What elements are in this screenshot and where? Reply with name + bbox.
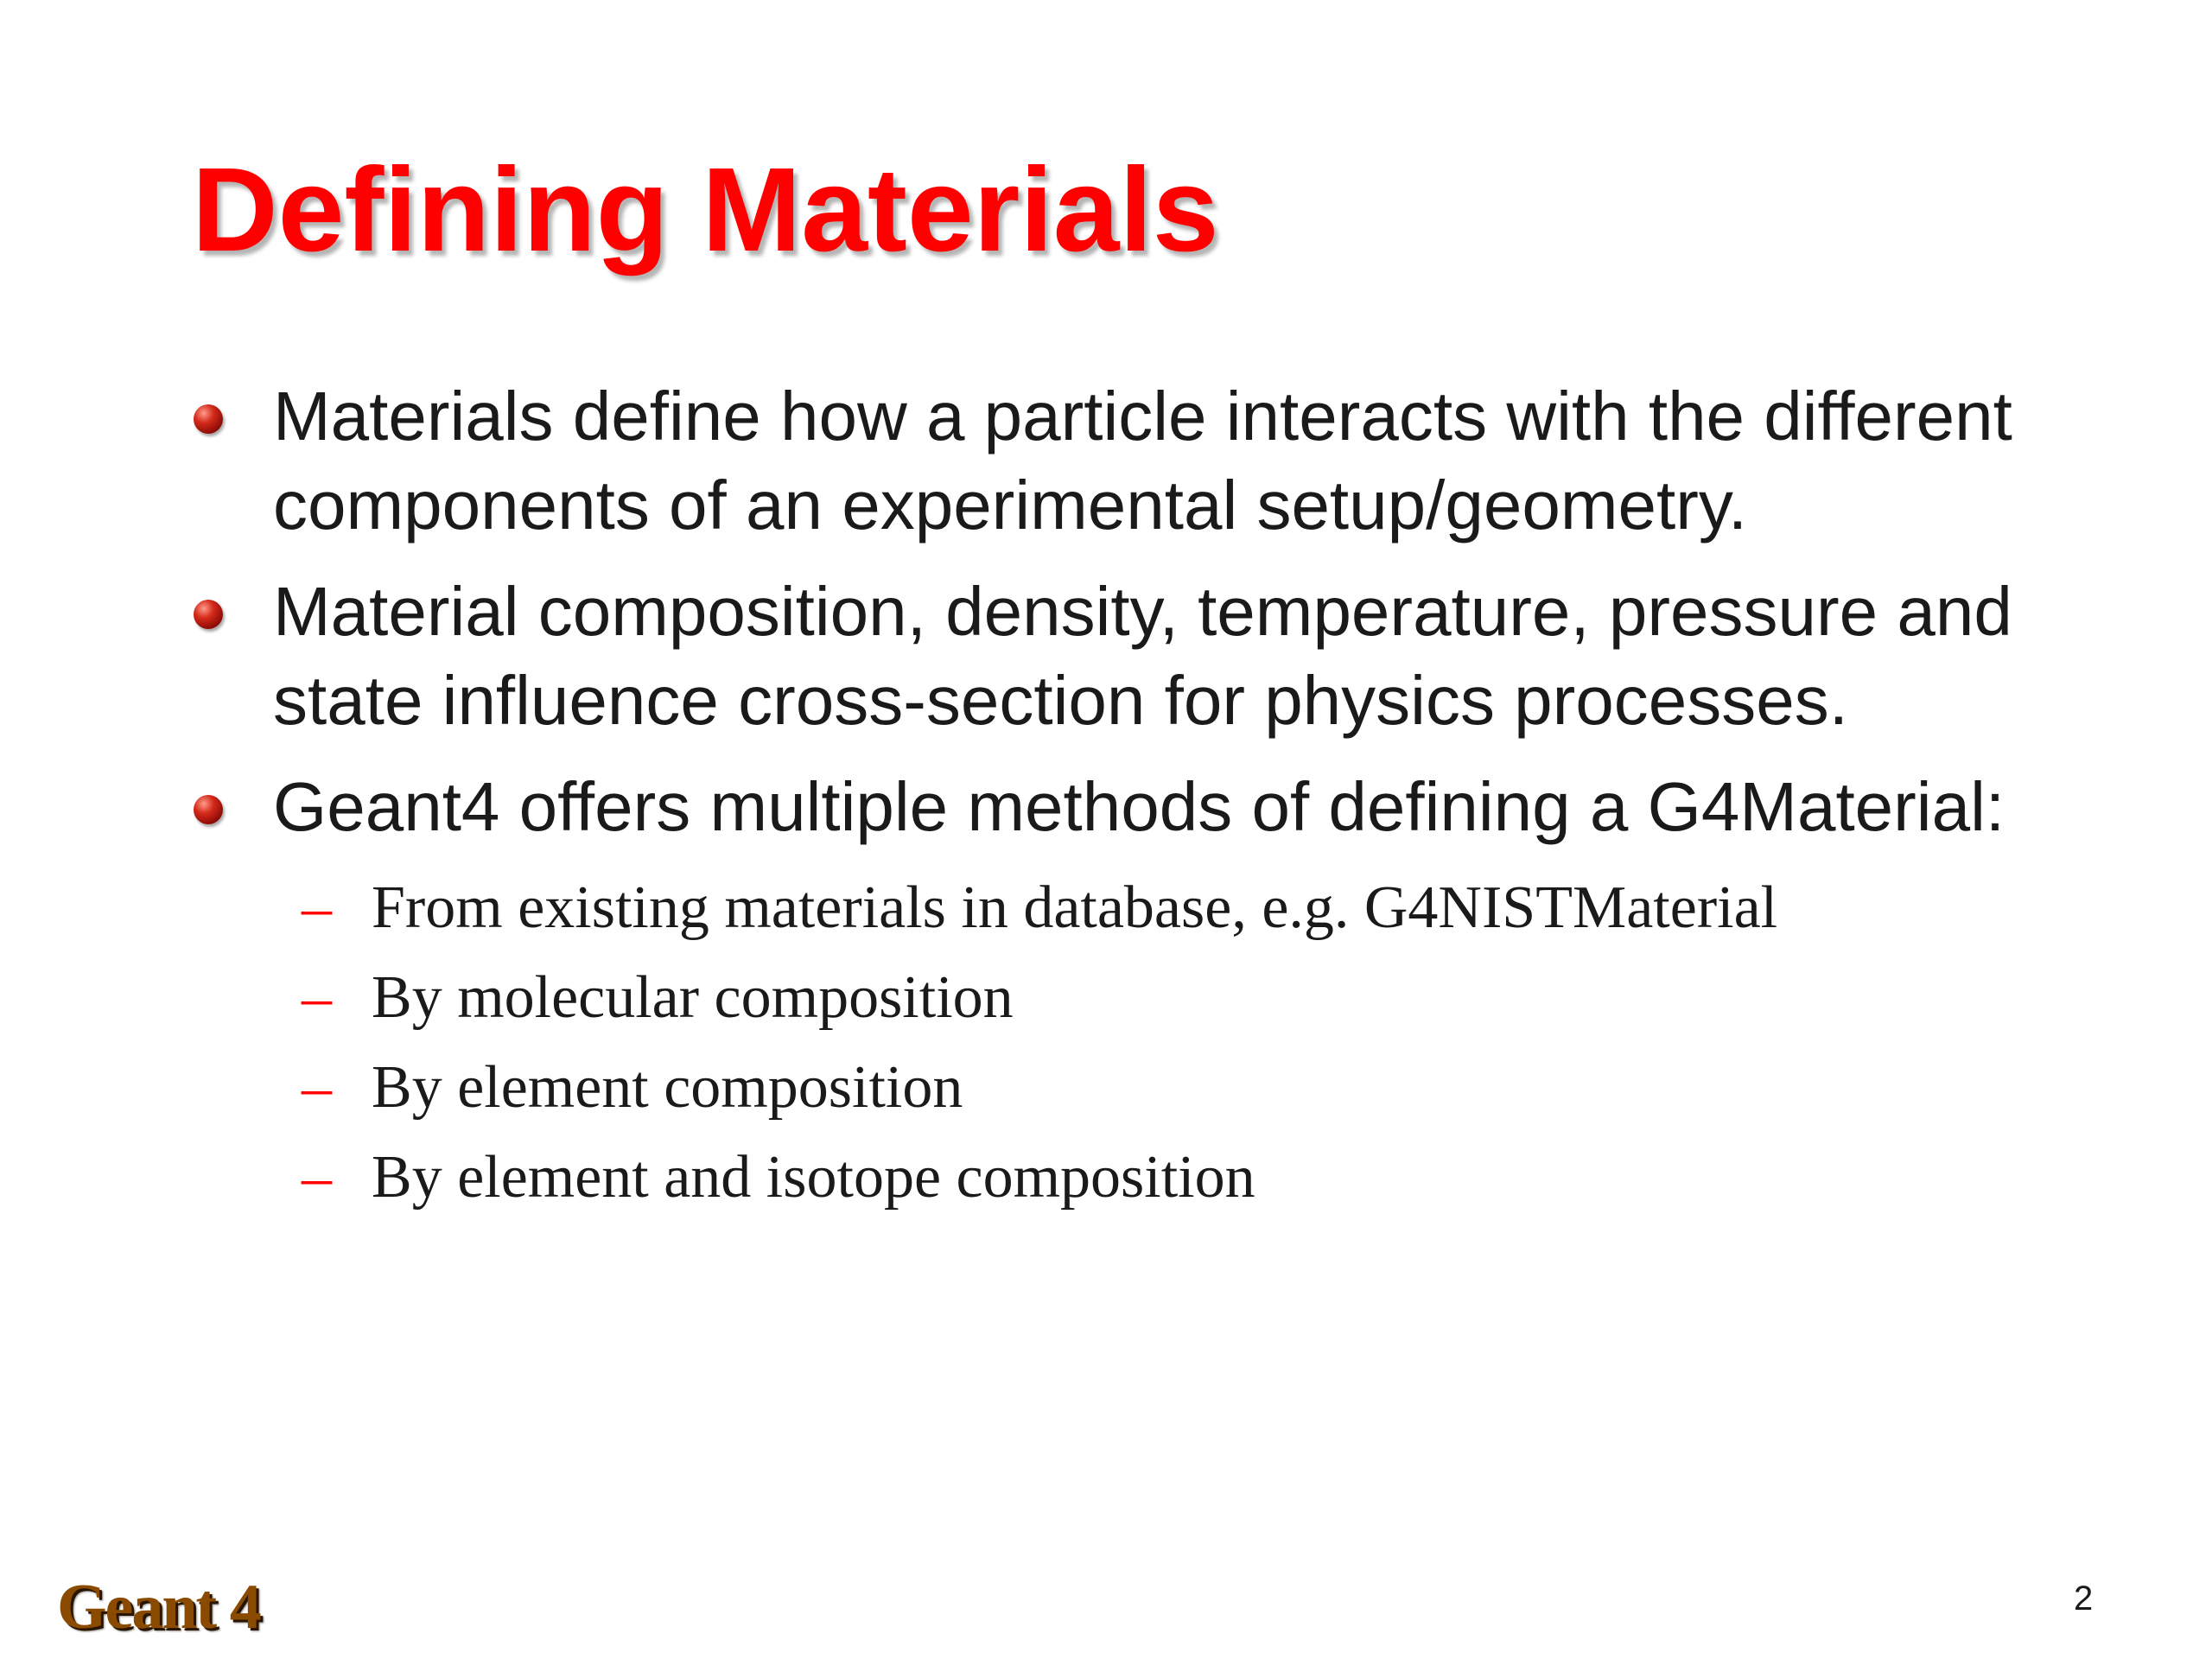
geant4-logo: Geant 4 <box>57 1572 260 1643</box>
bullet-sphere-icon <box>194 600 223 629</box>
dash-icon: – <box>302 1054 332 1121</box>
dash-icon: – <box>302 964 332 1031</box>
sub-bullet-item <box>192 1133 2093 1223</box>
sub-bullet-text: By molecular composition <box>372 964 1014 1031</box>
page-number: 2 <box>2074 1580 2094 1618</box>
sub-bullet-text: From existing materials in database, e.g. G4NISTMaterial <box>372 874 1778 941</box>
bullet-text: Material composition, density, temperature, pressure and state influence cross-section for physics processes. <box>273 573 2012 739</box>
sub-bullet-text: By element and isotope composition <box>372 1144 1255 1211</box>
bullet-list <box>192 372 2093 1240</box>
bullet-text: Materials define how a particle interacts with the different components of an experimental setup/geometry. <box>273 378 2012 543</box>
bullet-sphere-icon <box>194 795 223 824</box>
bullet-text: Geant4 offers multiple methods of defining a G4Material: <box>273 768 2005 845</box>
bullet-item <box>192 762 2093 1223</box>
dash-icon: – <box>302 1144 332 1211</box>
dash-icon: – <box>302 874 332 941</box>
bullet-item <box>192 567 2093 745</box>
sub-bullet-item <box>192 863 2093 953</box>
sub-bullet-list <box>192 863 2093 1223</box>
sub-bullet-item <box>192 1043 2093 1133</box>
sub-bullet-text: By element composition <box>372 1054 963 1121</box>
bullet-sphere-icon <box>194 404 223 434</box>
bullet-item <box>192 372 2093 550</box>
sub-bullet-item <box>192 953 2093 1043</box>
slide-title: Defining Materials <box>192 143 1219 276</box>
